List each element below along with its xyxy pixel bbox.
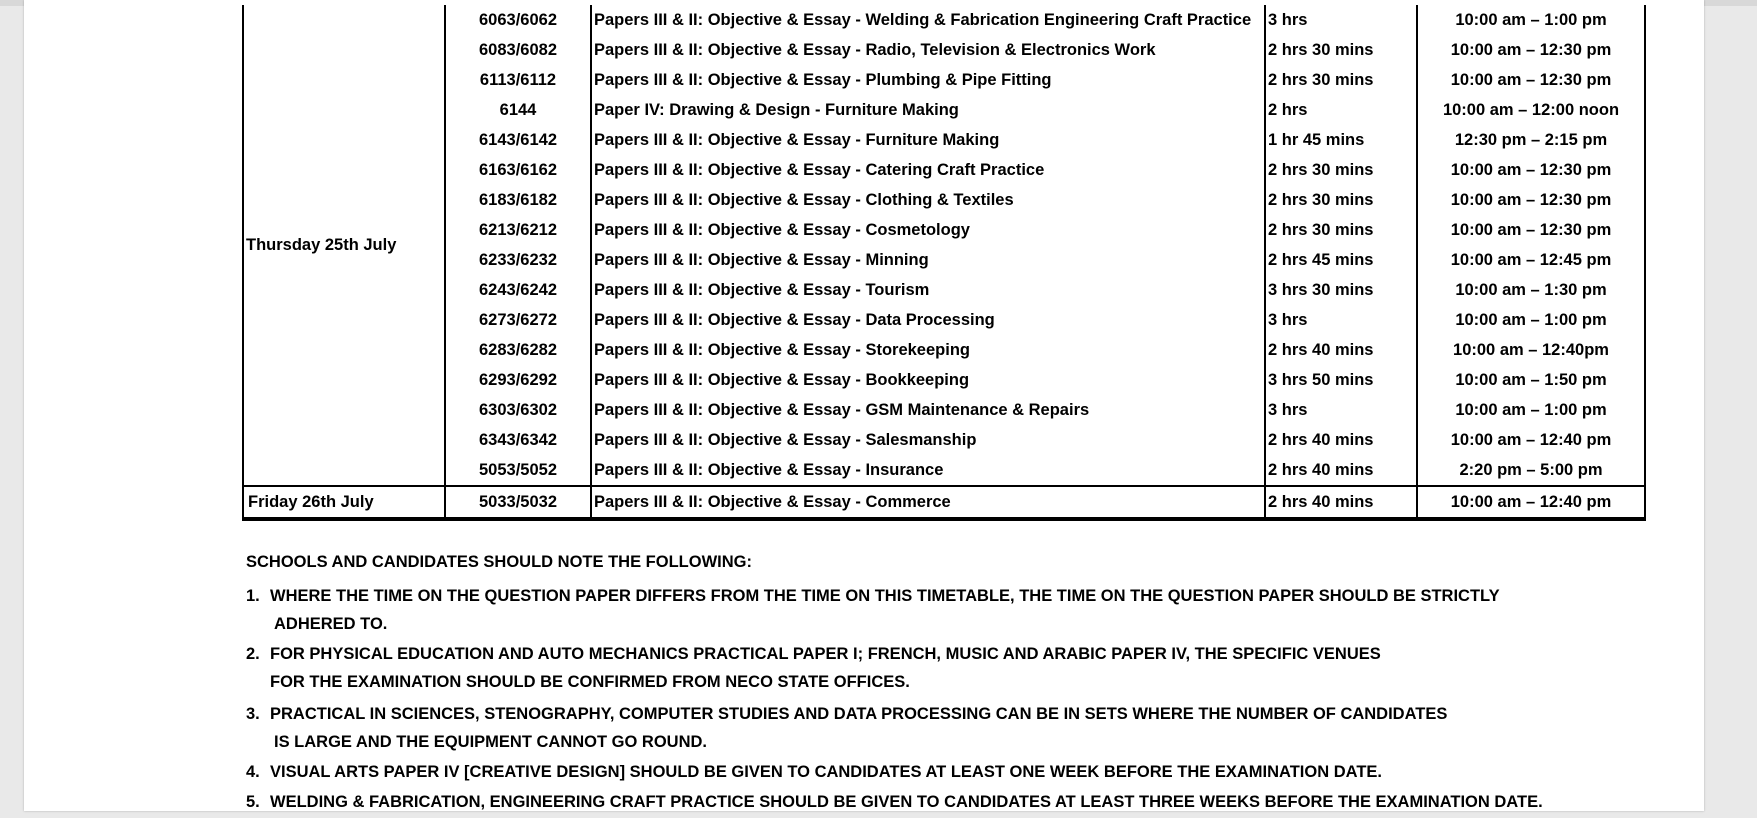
- time-cell: 10:00 am – 1:30 pm: [1417, 275, 1645, 305]
- timetable-row: [243, 35, 1645, 65]
- note-line: PRACTICAL IN SCIENCES, STENOGRAPHY, COMPUTER STUDIES AND DATA PROCESSING CAN BE IN SETS WHERE THE NUMBER OF CANDIDATES: [270, 705, 1448, 723]
- paper-code-cell: 6213/6212: [445, 215, 591, 245]
- duration-cell: 3 hrs: [1265, 305, 1417, 335]
- note-line: FOR PHYSICAL EDUCATION AND AUTO MECHANICS PRACTICAL PAPER I; FRENCH, MUSIC AND ARABIC PAPER IV, THE SPECIFIC VENUES: [270, 645, 1381, 663]
- note-text: [270, 582, 1666, 638]
- timetable-row: [243, 155, 1645, 185]
- exam-timetable: [242, 5, 1646, 521]
- notes-heading: SCHOOLS AND CANDIDATES SHOULD NOTE THE FOLLOWING:: [246, 553, 752, 571]
- time-cell: 10:00 am – 12:30 pm: [1417, 215, 1645, 245]
- time-cell: 10:00 am – 12:40 pm: [1417, 486, 1645, 519]
- paper-code-cell: 6143/6142: [445, 125, 591, 155]
- paper-title-cell: Papers III & II: Objective & Essay - Commerce: [591, 486, 1265, 519]
- time-cell: 10:00 am – 1:50 pm: [1417, 365, 1645, 395]
- note-text: [270, 640, 1666, 696]
- duration-cell: 2 hrs 45 mins: [1265, 245, 1417, 275]
- note-number: 4.: [246, 763, 260, 781]
- timetable-row: [243, 486, 1645, 519]
- notes-section: [246, 548, 1666, 818]
- timetable-row: [243, 245, 1645, 275]
- note-item: [246, 582, 1666, 638]
- paper-code-cell: 6243/6242: [445, 275, 591, 305]
- duration-cell: 2 hrs 30 mins: [1265, 185, 1417, 215]
- paper-title-cell: Papers III & II: Objective & Essay - Bookkeeping: [591, 365, 1265, 395]
- timetable-row: [243, 395, 1645, 425]
- duration-cell: 2 hrs 30 mins: [1265, 155, 1417, 185]
- paper-title-cell: Papers III & II: Objective & Essay - Minning: [591, 245, 1265, 275]
- paper-code-cell: 6063/6062: [445, 5, 591, 35]
- duration-cell: 3 hrs 30 mins: [1265, 275, 1417, 305]
- paper-title-cell: Papers III & II: Objective & Essay - Plumbing & Pipe Fitting: [591, 65, 1265, 95]
- exam-day-cell: Friday 26th July: [243, 486, 445, 519]
- paper-code-cell: 6183/6182: [445, 185, 591, 215]
- timetable-row: [243, 305, 1645, 335]
- note-line: WELDING & FABRICATION, ENGINEERING CRAFT PRACTICE SHOULD BE GIVEN TO CANDIDATES AT LEAST THREE WEEKS BEFORE THE EXAMINATION DATE.: [270, 793, 1543, 811]
- note-line: IS LARGE AND THE EQUIPMENT CANNOT GO ROUND.: [274, 733, 707, 751]
- time-cell: 10:00 am – 1:00 pm: [1417, 395, 1645, 425]
- duration-cell: 2 hrs 30 mins: [1265, 65, 1417, 95]
- document-page: [24, 0, 1704, 811]
- paper-title-cell: Papers III & II: Objective & Essay - Furniture Making: [591, 125, 1265, 155]
- duration-cell: 2 hrs: [1265, 95, 1417, 125]
- duration-cell: 2 hrs 30 mins: [1265, 35, 1417, 65]
- time-cell: 10:00 am – 1:00 pm: [1417, 5, 1645, 35]
- paper-title-cell: Papers III & II: Objective & Essay - Data Processing: [591, 305, 1265, 335]
- note-number: 5.: [246, 793, 260, 811]
- note-line: VISUAL ARTS PAPER IV [CREATIVE DESIGN] SHOULD BE GIVEN TO CANDIDATES AT LEAST ONE WEEK BEFORE THE EXAMINATION DATE.: [270, 763, 1382, 781]
- note-line: ADHERED TO.: [274, 615, 388, 633]
- paper-code-cell: 6163/6162: [445, 155, 591, 185]
- note-line: WHERE THE TIME ON THE QUESTION PAPER DIFFERS FROM THE TIME ON THIS TIMETABLE, THE TIME ON THE QUESTION PAPER SHOULD BE STRICTLY: [270, 587, 1500, 605]
- paper-code-cell: 6343/6342: [445, 425, 591, 455]
- paper-code-cell: 5053/5052: [445, 455, 591, 486]
- time-cell: 10:00 am – 12:00 noon: [1417, 95, 1645, 125]
- duration-cell: 2 hrs 40 mins: [1265, 486, 1417, 519]
- note-text: [270, 700, 1666, 756]
- paper-code-cell: 6293/6292: [445, 365, 591, 395]
- note-item: [246, 758, 1666, 786]
- paper-title-cell: Paper IV: Drawing & Design - Furniture Making: [591, 95, 1265, 125]
- note-item: [246, 788, 1666, 816]
- paper-code-cell: 6233/6232: [445, 245, 591, 275]
- paper-title-cell: Papers III & II: Objective & Essay - Storekeeping: [591, 335, 1265, 365]
- note-text: [270, 788, 1666, 816]
- paper-code-cell: 6273/6272: [445, 305, 591, 335]
- time-cell: 10:00 am – 12:40pm: [1417, 335, 1645, 365]
- paper-title-cell: Papers III & II: Objective & Essay - Clothing & Textiles: [591, 185, 1265, 215]
- paper-code-cell: 5033/5032: [445, 486, 591, 519]
- duration-cell: 3 hrs 50 mins: [1265, 365, 1417, 395]
- note-number: 3.: [246, 705, 260, 723]
- timetable-row: [243, 335, 1645, 365]
- paper-title-cell: Papers III & II: Objective & Essay - Welding & Fabrication Engineering Craft Practice: [591, 5, 1265, 35]
- paper-code-cell: 6283/6282: [445, 335, 591, 365]
- timetable-row: [243, 5, 1645, 35]
- paper-title-cell: Papers III & II: Objective & Essay - GSM Maintenance & Repairs: [591, 395, 1265, 425]
- duration-cell: 2 hrs 40 mins: [1265, 425, 1417, 455]
- time-cell: 10:00 am – 12:30 pm: [1417, 35, 1645, 65]
- time-cell: 10:00 am – 12:45 pm: [1417, 245, 1645, 275]
- timetable-row: [243, 425, 1645, 455]
- duration-cell: 2 hrs 30 mins: [1265, 215, 1417, 245]
- timetable-body: [243, 5, 1645, 519]
- paper-code-cell: 6113/6112: [445, 65, 591, 95]
- time-cell: 12:30 pm – 2:15 pm: [1417, 125, 1645, 155]
- note-number: 2.: [246, 645, 260, 663]
- duration-cell: 2 hrs 40 mins: [1265, 455, 1417, 486]
- timetable-row: [243, 365, 1645, 395]
- paper-code-cell: 6303/6302: [445, 395, 591, 425]
- timetable-row: [243, 95, 1645, 125]
- duration-cell: 1 hr 45 mins: [1265, 125, 1417, 155]
- paper-code-cell: 6083/6082: [445, 35, 591, 65]
- time-cell: 10:00 am – 12:30 pm: [1417, 185, 1645, 215]
- timetable-row: [243, 185, 1645, 215]
- time-cell: 10:00 am – 1:00 pm: [1417, 305, 1645, 335]
- time-cell: 2:20 pm – 5:00 pm: [1417, 455, 1645, 486]
- exam-day-cell: Thursday 25th July: [243, 5, 445, 486]
- timetable-row: [243, 65, 1645, 95]
- paper-title-cell: Papers III & II: Objective & Essay - Cosmetology: [591, 215, 1265, 245]
- timetable-row: [243, 275, 1645, 305]
- paper-title-cell: Papers III & II: Objective & Essay - Catering Craft Practice: [591, 155, 1265, 185]
- note-item: [246, 640, 1666, 696]
- duration-cell: 3 hrs: [1265, 5, 1417, 35]
- paper-title-cell: Papers III & II: Objective & Essay - Tourism: [591, 275, 1265, 305]
- duration-cell: 2 hrs 40 mins: [1265, 335, 1417, 365]
- time-cell: 10:00 am – 12:30 pm: [1417, 65, 1645, 95]
- time-cell: 10:00 am – 12:40 pm: [1417, 425, 1645, 455]
- timetable-row: [243, 215, 1645, 245]
- paper-code-cell: 6144: [445, 95, 591, 125]
- paper-title-cell: Papers III & II: Objective & Essay - Salesmanship: [591, 425, 1265, 455]
- note-item: [246, 700, 1666, 756]
- note-number: 1.: [246, 587, 260, 605]
- time-cell: 10:00 am – 12:30 pm: [1417, 155, 1645, 185]
- paper-title-cell: Papers III & II: Objective & Essay - Insurance: [591, 455, 1265, 486]
- paper-title-cell: Papers III & II: Objective & Essay - Radio, Television & Electronics Work: [591, 35, 1265, 65]
- note-line: FOR THE EXAMINATION SHOULD BE CONFIRMED FROM NECO STATE OFFICES.: [270, 673, 910, 691]
- timetable-row: [243, 125, 1645, 155]
- note-text: [270, 758, 1666, 786]
- duration-cell: 3 hrs: [1265, 395, 1417, 425]
- timetable-row: [243, 455, 1645, 486]
